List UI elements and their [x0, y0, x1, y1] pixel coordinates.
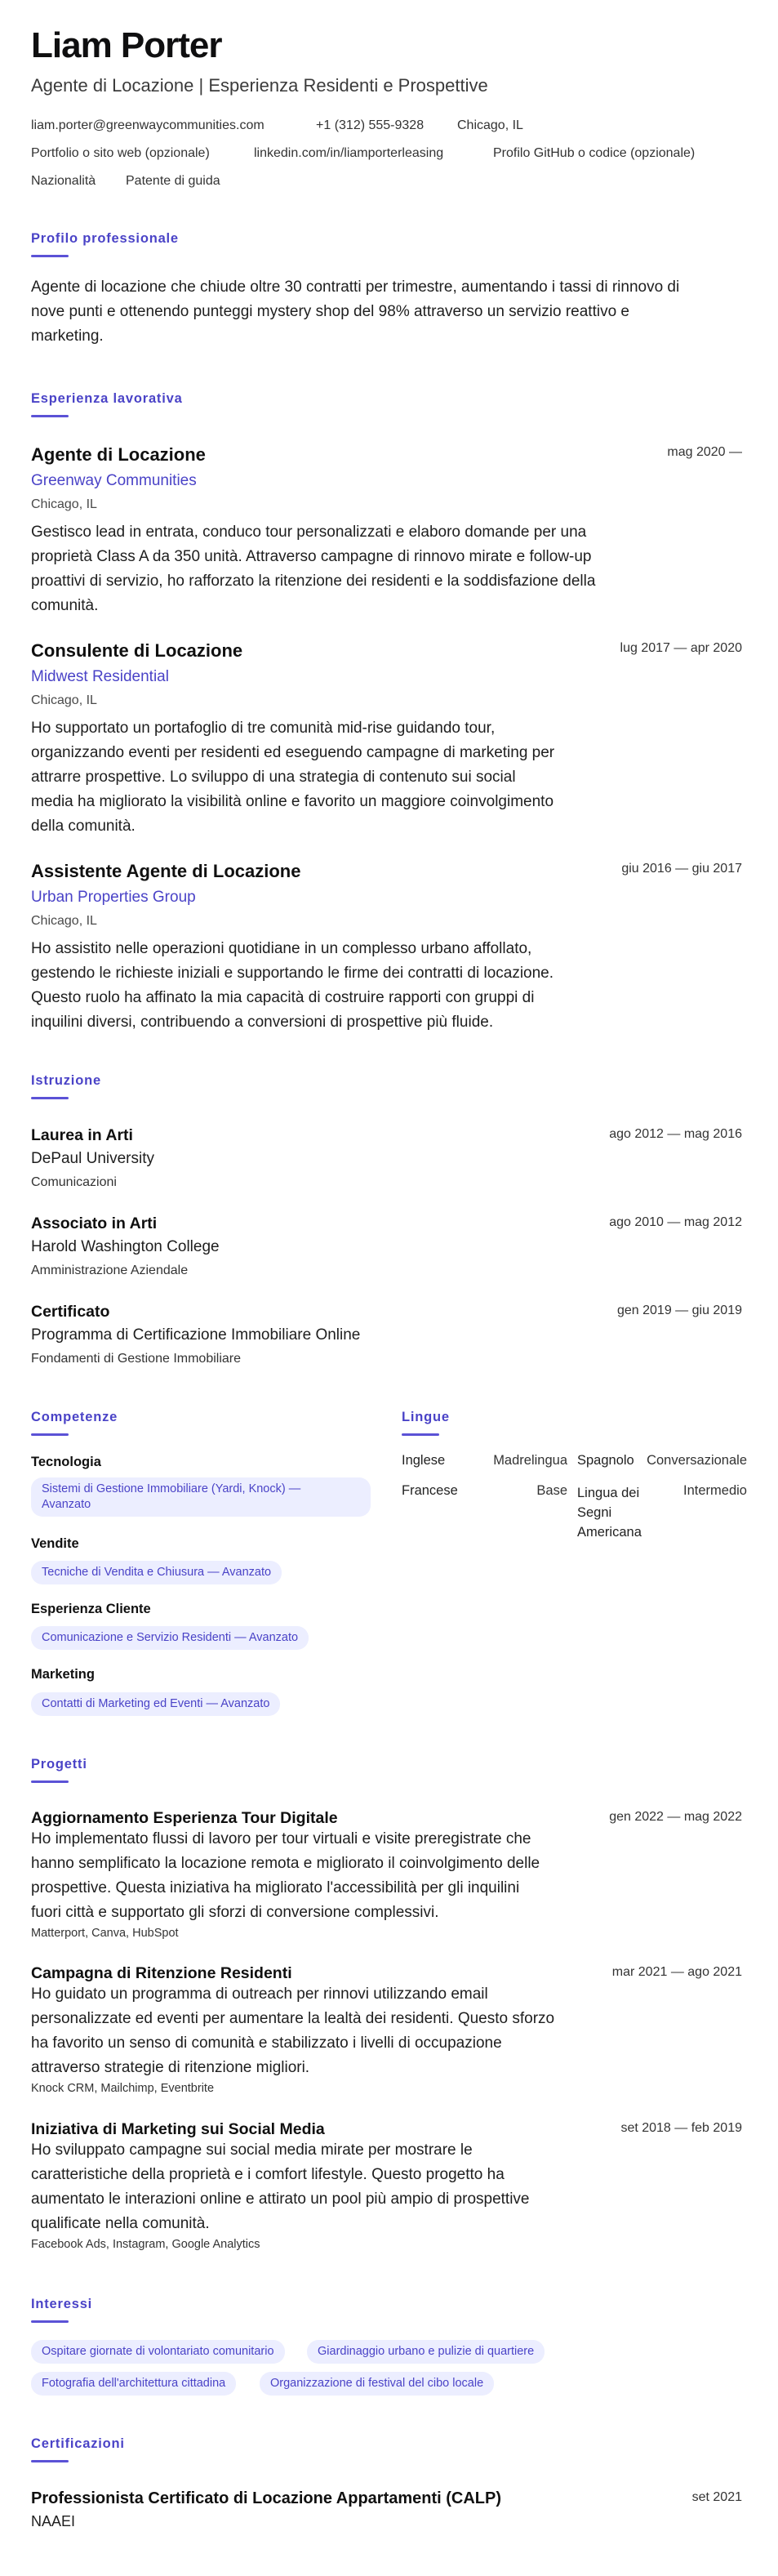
project-description [31, 2138, 530, 2236]
section-title-skills: Competenze [31, 1410, 118, 1424]
contact-linkedin[interactable]: linkedin.com/in/liamporterleasing [254, 146, 444, 160]
skill-tag-line: Avanzato [42, 1498, 91, 1511]
skill-category: Tecnologia [31, 1455, 101, 1469]
language-name: Spagnolo [577, 1453, 634, 1468]
language-level: Base [536, 1483, 567, 1498]
description-line: hanno semplificato la locazione remota e migliorato il coinvolgimento delle [31, 1855, 540, 1872]
job-date: giu 2016 — giu 2017 [621, 862, 742, 876]
job-description [31, 716, 554, 839]
language-name [577, 1483, 642, 1542]
description-line: Gestisco lead in entrata, conduco tour personalizzati e elaboro domande per una [31, 524, 587, 541]
project-date: set 2018 — feb 2019 [620, 2121, 742, 2135]
description-line: Ho sviluppato campagne sui social media mirate per mostrare le [31, 2141, 473, 2159]
section-title-certifications: Certificazioni [31, 2436, 125, 2451]
profile-line: nove punti e ottenendo punteggi mystery shop del 98% attraverso un servizio reattivo e [31, 303, 629, 320]
project-date: gen 2022 — mag 2022 [609, 1810, 742, 1824]
description-line: fuori città e supportato gli sforzi di conversione complessivi. [31, 1904, 439, 1921]
contact-driving-license: Patente di guida [126, 174, 220, 188]
section-underline [402, 1433, 439, 1436]
project-tools: Facebook Ads, Instagram, Google Analytics [31, 2238, 260, 2251]
language-name: Inglese [402, 1453, 446, 1468]
section-title-education: Istruzione [31, 1073, 101, 1088]
project-title: Iniziativa di Marketing sui Social Media [31, 2120, 325, 2138]
description-line: proprietà Class A da 350 unità. Attraverso campagne di rinnovo mirate e follow-up [31, 548, 592, 565]
project-tools: Matterport, Canva, HubSpot [31, 1927, 179, 1940]
section-title-profile: Profilo professionale [31, 231, 179, 246]
description-line: qualificate nella comunità. [31, 2215, 210, 2232]
job-title: Consulente di Locazione [31, 640, 243, 661]
education-degree: Associato in Arti [31, 1214, 158, 1232]
skill-category: Esperienza Cliente [31, 1602, 151, 1616]
job-title: Agente di Locazione [31, 444, 206, 465]
project-tools: Knock CRM, Mailchimp, Eventbrite [31, 2082, 215, 2095]
language-level: Intermedio [683, 1483, 747, 1498]
contact-phone[interactable]: +1 (312) 555-9328 [316, 118, 425, 132]
language-name-line: Segni [577, 1505, 612, 1520]
section-title-languages: Lingue [402, 1410, 450, 1424]
section-title-interests: Interessi [31, 2297, 93, 2311]
skill-tag: Tecniche di Vendita e Chiusura — Avanzato [31, 1561, 282, 1584]
description-line: Questo ruolo ha affinato la mia capacità di costruire rapporti con gruppi di [31, 989, 535, 1006]
education-date: ago 2012 — mag 2016 [609, 1127, 742, 1141]
description-line: ha favorito un senso di comunità e stabilizzato i livelli di occupazione [31, 2035, 502, 2052]
education-field: Fondamenti di Gestione Immobiliare [31, 1352, 242, 1366]
education-field: Comunicazioni [31, 1175, 117, 1189]
skill-tag-line: Sistemi di Gestione Immobiliare (Yardi, Knock) — [42, 1482, 301, 1495]
education-date: ago 2010 — mag 2012 [609, 1215, 742, 1229]
interest-tag: Fotografia dell'architettura cittadina [31, 2372, 236, 2396]
description-line: comunità. [31, 597, 99, 614]
language-name-line: Lingua dei [577, 1486, 640, 1500]
description-line: attraverso strategie di ritenzione migliori. [31, 2059, 310, 2076]
contact-email[interactable]: liam.porter@greenwaycommunities.com [31, 118, 265, 132]
description-line: gestendo le richieste iniziali e supportando le firme dei contratti di locazione. [31, 965, 554, 982]
description-line: aumentato le interazioni online e attirato un pool più ampio di prospettive [31, 2190, 530, 2208]
section-underline [31, 1097, 69, 1099]
job-location: Chicago, IL [31, 497, 97, 511]
project-description [31, 1982, 554, 2080]
job-location: Chicago, IL [31, 914, 97, 928]
candidate-name: Liam Porter [31, 25, 222, 65]
education-date: gen 2019 — giu 2019 [616, 1304, 742, 1317]
job-date: lug 2017 — apr 2020 [620, 641, 742, 655]
job-description [31, 937, 553, 1035]
project-title: Aggiornamento Esperienza Tour Digitale [31, 1809, 338, 1827]
section-title-projects: Progetti [31, 1757, 87, 1772]
skill-tag [31, 1477, 371, 1517]
description-line: prospettive. Questa iniziativa ha migliorato l'accessibilità per gli inquilini [31, 1879, 520, 1896]
description-line: della comunità. [31, 818, 136, 835]
education-degree: Laurea in Arti [31, 1126, 133, 1144]
education-school: Programma di Certificazione Immobiliare Online [31, 1326, 361, 1344]
language-name: Francese [402, 1483, 458, 1498]
skill-category: Marketing [31, 1667, 95, 1682]
education-field: Amministrazione Aziendale [31, 1263, 189, 1277]
description-line: media ha migliorato la visibilità online e favorito un maggiore coinvolgimento [31, 793, 554, 810]
contact-portfolio[interactable]: Portfolio o sito web (opzionale) [31, 146, 210, 160]
job-company: Greenway Communities [31, 472, 197, 489]
description-line: personalizzate ed eventi per aumentare la lealtà dei residenti. Questo sforzo [31, 2010, 555, 2027]
job-location: Chicago, IL [31, 693, 97, 707]
candidate-headline: Agente di Locazione | Esperienza Residenti e Prospettive [31, 75, 488, 96]
description-line: attrarre prospettive. Lo sviluppo di una strategia di contenuto sui social [31, 769, 516, 786]
job-date: mag 2020 — [667, 445, 742, 459]
profile-line: Agente di locazione che chiude oltre 30 contratti per trimestre, aumentando i tassi di rinnovo di [31, 279, 680, 296]
profile-line: marketing. [31, 328, 104, 345]
education-school: DePaul University [31, 1150, 154, 1167]
job-title: Assistente Agente di Locazione [31, 861, 301, 881]
job-description [31, 520, 595, 618]
certification-issuer: NAAEI [31, 2513, 76, 2529]
description-line: inquilini diversi, contribuendo a conversioni di prospettive più fluide. [31, 1014, 494, 1031]
language-level: Conversazionale [647, 1453, 747, 1468]
education-school: Harold Washington College [31, 1238, 220, 1255]
project-description [31, 1827, 540, 1925]
certification-title: Professionista Certificato di Locazione Appartamenti (CALP) [31, 2489, 502, 2507]
certification-date: set 2021 [691, 2490, 742, 2504]
contact-github[interactable]: Profilo GitHub o codice (opzionale) [493, 146, 696, 160]
description-line: Ho guidato un programma di outreach per rinnovi utilizzando email [31, 1985, 488, 2003]
project-date: mar 2021 — ago 2021 [611, 1965, 742, 1979]
education-degree: Certificato [31, 1303, 110, 1321]
section-underline [31, 1433, 69, 1436]
contact-location: Chicago, IL [457, 118, 523, 132]
description-line: Ho implementato flussi di lavoro per tour virtuali e visite preregistrate che [31, 1830, 531, 1847]
description-line: organizzando eventi per residenti ed eseguendo campagne di marketing per [31, 744, 555, 761]
section-underline [31, 255, 69, 257]
interest-tag: Organizzazione di festival del cibo locale [260, 2372, 494, 2396]
section-underline [31, 1780, 69, 1783]
description-line: Ho assistito nelle operazioni quotidiane in un complesso urbano affollato, [31, 940, 532, 957]
language-name-line: Americana [577, 1525, 642, 1540]
contact-nationality: Nazionalità [31, 174, 96, 188]
job-company: Midwest Residential [31, 668, 169, 685]
interest-tag: Giardinaggio urbano e pulizie di quartiere [307, 2340, 545, 2364]
description-line: Ho supportato un portafoglio di tre comunità mid-rise guidando tour, [31, 720, 496, 737]
section-underline [31, 2460, 69, 2462]
language-level: Madrelingua [493, 1453, 567, 1468]
skill-tag: Contatti di Marketing ed Eventi — Avanzato [31, 1692, 280, 1716]
interest-tag: Ospitare giornate di volontariato comunitario [31, 2340, 285, 2364]
section-title-experience: Esperienza lavorativa [31, 391, 183, 406]
section-underline [31, 415, 69, 417]
skill-tag: Comunicazione e Servizio Residenti — Avanzato [31, 1626, 309, 1650]
profile-summary [31, 275, 679, 349]
skill-category: Vendite [31, 1536, 79, 1551]
description-line: caratteristiche della proprietà e i comfort lifestyle. Questo progetto ha [31, 2166, 505, 2183]
job-company: Urban Properties Group [31, 889, 196, 906]
description-line: proattivi di servizio, ho rafforzato la ritenzione dei residenti e la soddisfazione della [31, 573, 596, 590]
project-title: Campagna di Ritenzione Residenti [31, 1964, 292, 1982]
section-underline [31, 2320, 69, 2323]
